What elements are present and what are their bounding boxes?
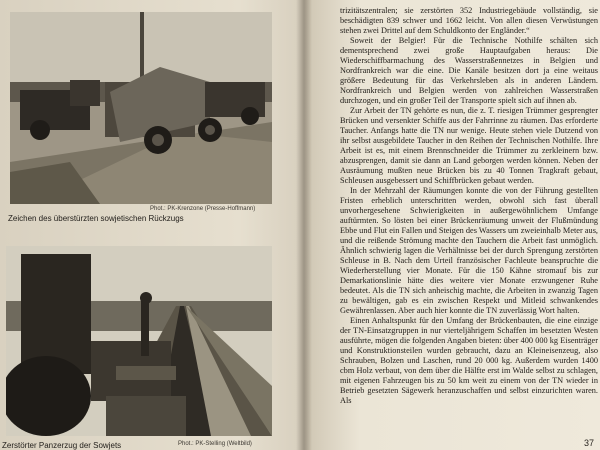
photo-top-caption: Zeichen des überstürzten sowjetischen Rückzugs xyxy=(8,214,184,223)
article-text xyxy=(340,6,598,406)
paragraph: In der Mehrzahl der Räumungen konnte die von der Führung gestellten Fristen erheblich unterschritten werden, obwohl sich fast überall unvorhergesehene Schwierigkeiten in außergewöhnlichem Umfange auftürmten. So lösten bei einer Brückenräumung unweit der Flußmündung Ebbe und Flut ein Fallen und Steigen des Wassers um zweieinhalb Meter aus, und die reißende Strömung machte den Tauchern die Arbeit fast unmöglich. Ähnlich schwierig lagen die Verhältnisse bei der durch Sprengung zerstörten Schleuse in B. Nach dem Urteil französischer Fachleute beanspruchte die Wiederherstellung vier Monate. Für die 150 Kähne stromauf bis zur Demarkationslinie hätte dies weitere vier Monate erzwungener Ruhe bedeutet. Als die TN sich anheischig machte, die Arbeiten in zwanzig Tagen zu bewältigen, gab es ein zwischen Respekt und Mitleid schwankendes Gewährenlassen. Aber auch hier konnte die TN zuverlässig Wort halten. xyxy=(340,186,598,315)
paragraph: Einen Anhaltspunkt für den Umfang der Brückenbauten, die eine einzige der TN-Einsatzgruppen in nur vierteljährigem Schaffen im besetzten Westen ausführte, mögen die folgenden Angaben bieten: über 400 000 kg Eisenträger und Konstruktionsteilen wurden gebraucht, dazu an Kleineisenzeug, also Schrauben, Bolzen und Laschen, rund 20 000 kg. Außerdem wurden 1400 cbm Holz verbaut, von dem über die Hälfte erst im Walde selbst zu schlagen, mit eigenen Fahrzeugen bis zu 50 km weit zu einem von der TN wieder in Betrieb gesetzten Sägewerk heranzuschaffen und selbst einzurichten waren. Als xyxy=(340,316,598,405)
paragraph: trizitätszentralen; sie zerstörten 352 Industriegebäude vollständig, sie beschädigten 839 schwer und 1662 leicht. Von allen diesen Verwüstungen stehen zwei Drittel auf dem Schuldkonto der Engländer.“ xyxy=(340,6,598,35)
photo-armored-train-image xyxy=(6,246,272,436)
paragraph: Soweit der Belgier! Für die Technische Nothilfe schälten sich dementsprechend zwei große Hauptaufgaben heraus: Die Wiederschiffbarmachung des Wasserstraßennetzes in Belgien und Nordfrankreich war die eine. Die Kanäle besitzen dort ja eine weitaus größere Bedeutung für das Verkehrsleben als in anderen Ländern. Nordfrankreich und Belgien werden von zahlreichen Wasserstraßen durchzogen, und ein großer Teil der Transporte spielt sich auf ihnen ab. xyxy=(340,36,598,105)
photo-top-credit: Phot.: PK-Krenzone (Presse-Hoffmann) xyxy=(150,206,256,212)
photo-armored-train xyxy=(6,246,272,436)
page-number: 37 xyxy=(583,438,594,448)
photo-abandoned-vehicles xyxy=(10,12,272,204)
photo-bottom-credit: Phot.: PK-Stelling (Weltbild) xyxy=(178,441,252,447)
right-page xyxy=(310,0,600,450)
paragraph: Zur Arbeit der TN gehörte es nun, die z. T. riesigen Trümmer gesprengter Brücken und versenkter Schiffe aus der Fahrrinne zu räumen. Das erforderte Taucher. Anfangs hatte die TN nur wenige. Heute stehen viele Dutzend von ihr selbst ausgebildete Taucher in den Reihen der Technischen Nothilfe. Ihre Arbeit ist es, mit einem Brennschneider die Trümmer zu zerkleinern bzw. abzusprengen, damit sie dann an Land geborgen werden können. Neben der Ausräumung mußten neue Brücken bis zu 40 Tonnen Tragkraft gebaut, Schleusen ausgebessert und Schiffbrücken gebaut werden. xyxy=(340,106,598,185)
photo-bottom-caption: Zerstörter Panzerzug der Sowjets xyxy=(2,441,122,450)
photo-abandoned-vehicles-image xyxy=(10,12,272,204)
